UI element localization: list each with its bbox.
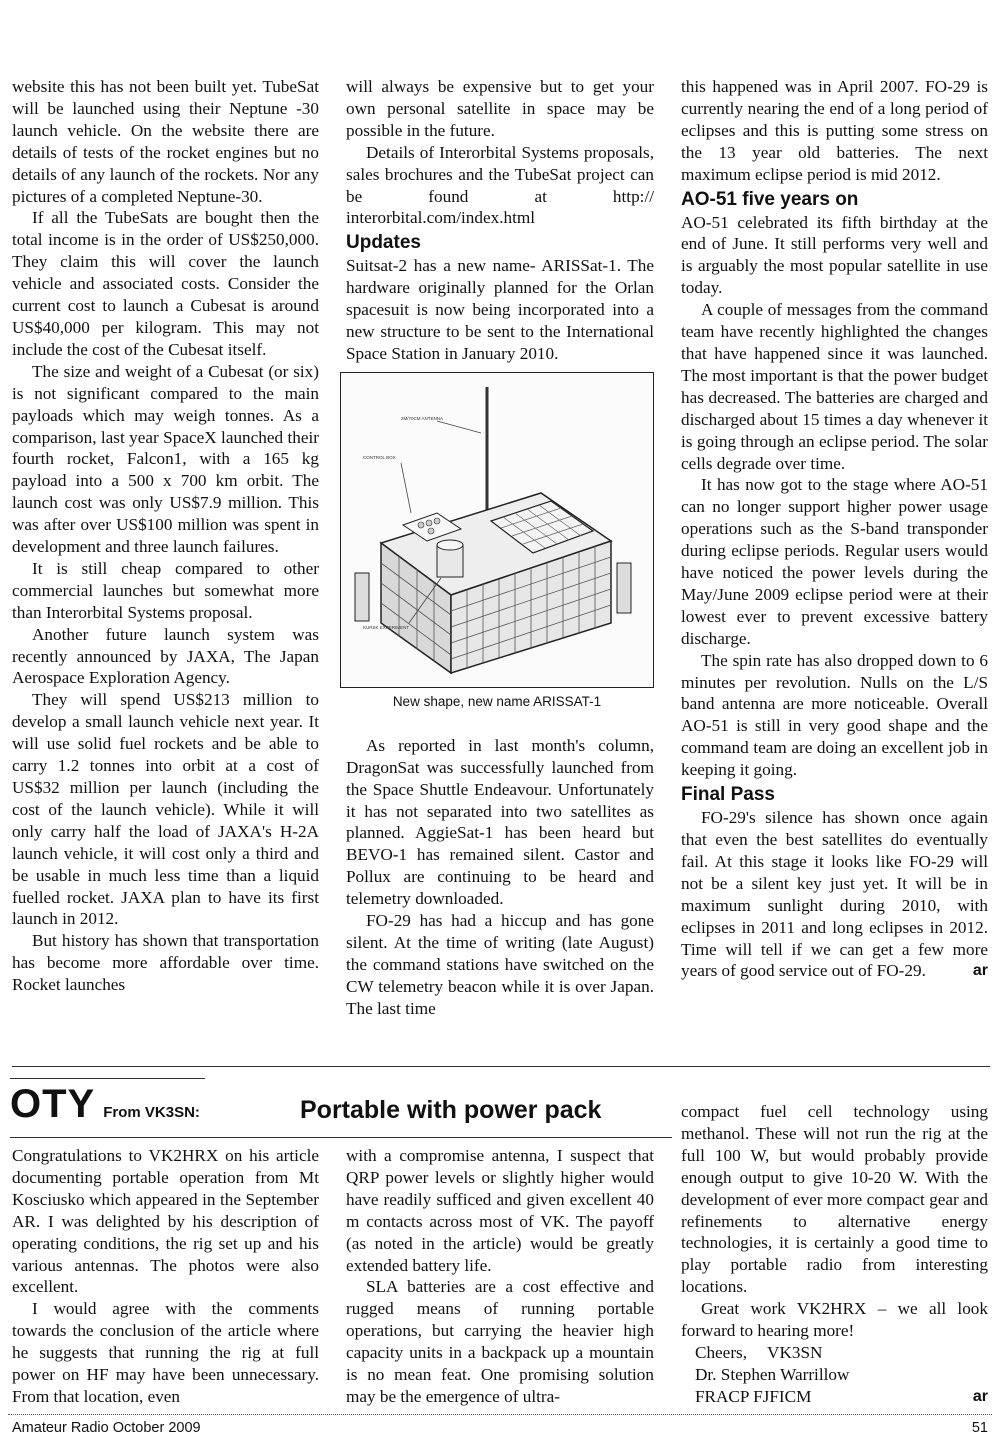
paragraph: compact fuel cell technology using methanol. These will not run the rig at the full 100 W, but would probably provide enough output to give 10-20 W. With the development of ever more compact gear and refinements to alternative energy technologies, it is certainly a good time to play portable radio from interesting locations. <box>681 1102 988 1297</box>
figure-arissat <box>340 372 654 713</box>
oty-from: From VK3SN: <box>103 1104 200 1121</box>
section-divider <box>12 1066 990 1067</box>
paragraph: website this has not been built yet. TubeSat will be launched using their Neptune -30 launch vehicle. On the website there are details of tests of the rocket engines but no details of any launch of the rockets. Nor any pictures of a completed Neptune-30. <box>12 77 319 206</box>
oty-header <box>10 1082 200 1127</box>
column-3 <box>681 76 988 982</box>
oty-rule-top <box>10 1078 205 1079</box>
paragraph: The spin rate has also dropped down to 6 minutes per revolution. Nulls on the L/S band antenna are more noticeable. Overall AO-51 is still in very good shape and the command team are doing an excellent job in keeping it going. <box>681 650 988 780</box>
signoff-mark: ar <box>972 1387 988 1405</box>
article-title: Portable with power pack <box>300 1096 602 1124</box>
label-antenna: 2M/70CM ANTENNA <box>401 415 444 421</box>
column-2 <box>346 76 654 1020</box>
footer-rule <box>8 1414 992 1415</box>
paragraph: As reported in last month's column, DragonSat was successfully launched from the Space Shuttle Endeavour. Unfortunately it has not separated into two satellites as planned. AggieSat-1 has been heard but BEVO-1 has remained silent. Castor and Pollux are continuing to be heard and telemetry downloaded. <box>346 735 654 909</box>
section-heading-final-pass: Final Pass <box>681 784 775 806</box>
paragraph: If all the TubeSats are bought then the total income is in the order of US$250,000. They claim this will cover the launch vehicle and associated costs. Consider the current cost to launch a Cubesat is around US$40,000 per kilogram. This may not include the cost of the Cubesat itself. <box>12 208 319 359</box>
right-handle <box>617 563 631 613</box>
footer-publication: Amateur Radio October 2009 <box>12 1420 201 1436</box>
paragraph: Congratulations to VK2HRX on his article documenting portable operation from Mt Kosciusko which appeared in the September AR. I was delighted by his description of operating conditions, the rig set up and his various antennas. The photos were also excellent. <box>12 1146 319 1297</box>
left-handle <box>355 573 369 621</box>
paragraph: FO-29 has had a hiccup and has gone silent. At the time of writing (late August) the command stations have switched on the CW telemetry beacon while it is over Japan. The last time <box>346 911 654 1018</box>
paragraph: SLA batteries are a cost effective and rugged means of running portable operations, but carrying the heavier high capacity units in a backpack up a mountain is no mean feat. One promising solution may be the emergence of ultra- <box>346 1277 654 1406</box>
figure-frame <box>340 372 654 688</box>
paragraph: AO-51 celebrated its fifth birthday at the end of June. It still performs very well and is arguably the most popular satellite in use today. <box>681 212 988 298</box>
paragraph: A couple of messages from the command team have recently highlighted the changes that have happened since it was launched. The most important is that the power budget has decreased. The batteries are charged and discharged about 15 times a day whenever it is going through an eclipse period. The solar cells degrade over time. <box>681 300 988 473</box>
section-heading-ao51: AO-51 five years on <box>681 188 859 210</box>
paragraph: The size and weight of a Cubesat (or six) is not significant compared to the main payloads which may weigh tonnes. As a comparison, last year SpaceX launched their fourth rocket, Falcon1, with a 165 kg payload into a 500 x 700 km orbit. The launch cost was only US$7.9 million. This was after over US$100 million was spent in development and three launch failures. <box>12 361 319 557</box>
sign-quals: FRACP FJFICM <box>695 1386 812 1406</box>
paragraph: They will spend US$213 million to develop a small launch vehicle next year. It will use solid fuel rockets and be able to carry 1.2 tonnes into orbit at a cost of US$32 million per launch (including the cost of the launch vehicle). While it will only carry half the load of JAXA's H-2A launch vehicle, it will cost only a third and be usable in much less time than a liquid fuelled rocket. JAXA plan to have its first launch in 2012. <box>12 690 319 929</box>
oty-column-3 <box>681 1101 988 1408</box>
label-experiment: KURSK EXPERIMENT <box>363 624 410 630</box>
signature-block <box>681 1342 988 1408</box>
paragraph: Another future launch system was recently announced by JAXA, The Japan Aerospace Exploration Agency. <box>12 624 319 688</box>
sign-cheers: Cheers, <box>695 1342 748 1362</box>
sign-name: Dr. Stephen Warrillow <box>695 1364 850 1384</box>
paragraph: Great work VK2HRX – we all look forward to hearing more! <box>681 1299 988 1341</box>
page-number: 51 <box>971 1420 988 1436</box>
section-heading-updates: Updates <box>346 232 421 254</box>
signoff-mark: ar <box>972 962 988 980</box>
column-1 <box>12 76 319 996</box>
figure-caption: New shape, new name ARISSAT-1 <box>392 693 602 709</box>
oty-label: OTY <box>10 1082 96 1126</box>
sign-callsign: VK3SN <box>767 1342 823 1362</box>
paragraph: Details of Interorbital Systems proposals, sales brochures and the TubeSat project can be found at http:// interorbital.com/index.html <box>346 142 654 228</box>
label-control-box: CONTROL BOX <box>363 454 396 460</box>
paragraph: It is still cheap compared to other commercial launches but somewhat more than Interorbital Systems proposal. <box>12 558 319 622</box>
paragraph: But history has shown that transportation has become more affordable over time. Rocket launches <box>12 931 319 995</box>
satellite-illustration <box>341 373 653 687</box>
oty-column-2 <box>346 1145 654 1408</box>
oty-column-1 <box>12 1145 319 1408</box>
paragraph: FO-29's silence has shown once again that even the best satellites do eventually fail. At this stage it looks like FO-29 will not be a silent key just yet. It will be in maximum sunlight during 2010, with eclipses in 2011 and long eclipses in 2012. Time will tell if we can get a few more years of good service out of FO-29. <box>681 808 988 981</box>
paragraph: I would agree with the comments towards the conclusion of the article where he suggests that running the rig at full power on HF may have been unnecessary. From that location, even <box>12 1299 319 1406</box>
paragraph: Suitsat-2 has a new name- ARISSat-1. The hardware originally planned for the Orlan spacesuit is now being incorporated into a new structure to be sent to the International Space Station in January 2010. <box>346 256 654 363</box>
paragraph: with a compromise antenna, I suspect that QRP power levels or slightly higher would have readily sufficed and given excellent 40 m contacts across most of VK. The payoff (as noted in the article) would be greatly extended battery life. <box>346 1146 654 1275</box>
oty-rule-bottom <box>10 1137 672 1138</box>
paragraph: this happened was in April 2007. FO-29 is currently nearing the end of a long period of eclipses and this is putting some stress on the 13 year old batteries. The next maximum eclipse period is mid 2012. <box>681 77 988 184</box>
paragraph: will always be expensive but to get your own personal satellite in space may be possible in the future. <box>346 77 654 140</box>
paragraph: It has now got to the stage where AO-51 can no longer support higher power usage operations such as the S-band transponder during eclipse periods. Regular users would have noticed the power levels during the May/June 2009 eclipse period were at their lowest ever to prevent excessive battery discharge. <box>681 475 988 648</box>
